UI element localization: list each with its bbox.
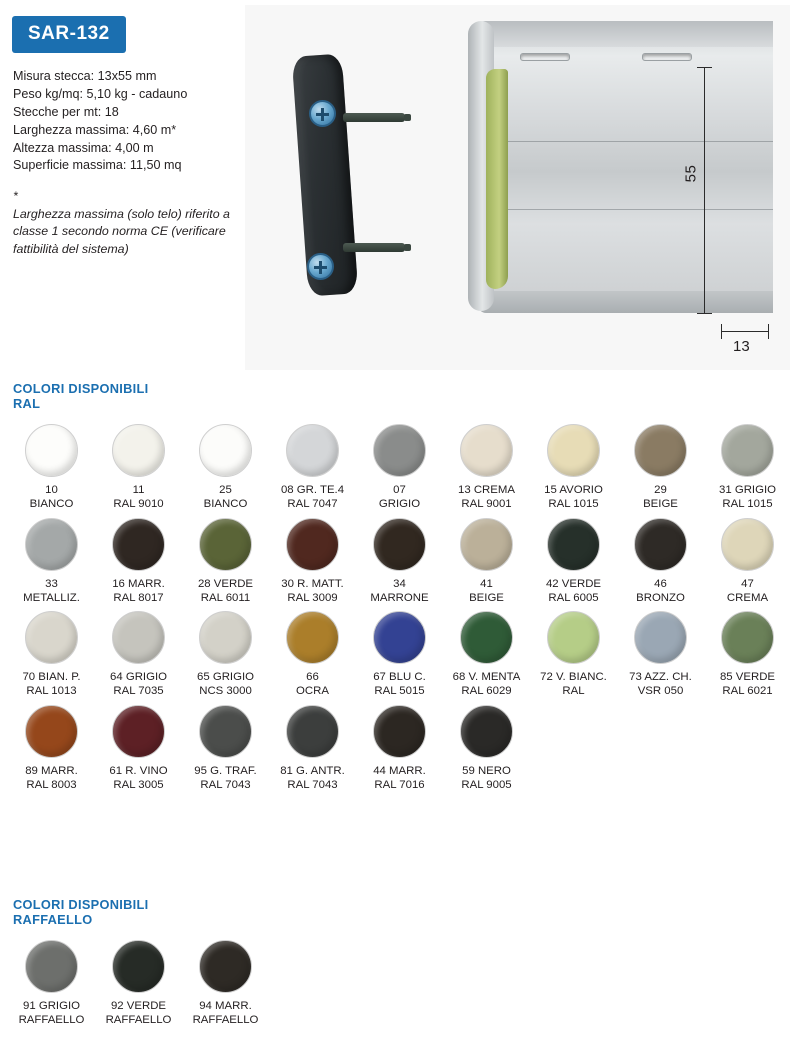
spec-item: Altezza massima: 4,00 m — [13, 140, 154, 155]
footnote — [13, 188, 238, 258]
color-swatch-item[interactable] — [95, 940, 182, 1028]
color-name: RAL 6005 — [548, 591, 599, 604]
color-swatch-item[interactable] — [443, 705, 530, 793]
color-swatch[interactable] — [199, 611, 252, 664]
color-name: RAL 3009 — [287, 591, 338, 604]
color-name: RAFFAELLO — [192, 1014, 259, 1027]
color-swatch-item[interactable] — [95, 611, 182, 699]
color-code: 81 G. ANTR. — [280, 764, 345, 777]
color-label — [705, 670, 791, 699]
screw-illustration — [343, 113, 405, 122]
color-code: 64 GRIGIO — [110, 671, 167, 683]
color-name: BEIGE — [643, 498, 678, 511]
color-label — [444, 764, 530, 793]
color-swatch[interactable] — [286, 705, 339, 758]
color-code: 15 AVORIO — [544, 484, 603, 496]
color-swatch[interactable] — [547, 611, 600, 664]
spec-item: Stecche per mt: 18 — [13, 104, 119, 119]
color-label — [270, 483, 356, 512]
color-name: VSR 050 — [637, 685, 684, 698]
color-name: METALLIZ. — [23, 591, 80, 604]
color-name: NCS 3000 — [199, 685, 252, 698]
color-swatch[interactable] — [373, 705, 426, 758]
color-swatch[interactable] — [199, 518, 252, 571]
raffaello-color-grid — [8, 940, 798, 1034]
color-code: 47 — [741, 577, 754, 590]
color-swatch-item[interactable] — [182, 940, 269, 1028]
color-code: 30 R. MATT. — [281, 577, 344, 590]
color-label — [96, 670, 182, 699]
section-title-ral — [13, 381, 149, 411]
color-row — [8, 518, 798, 612]
color-row — [8, 705, 798, 799]
slat-body — [478, 21, 773, 311]
slat-seam — [500, 209, 773, 210]
spec-item: Superficie massima: 11,50 mq — [13, 158, 182, 173]
color-code: 72 V. BIANC. — [540, 671, 607, 683]
color-swatch-item[interactable] — [8, 705, 95, 793]
color-swatch[interactable] — [721, 518, 774, 571]
section-title-line1: COLORI DISPONIBILI — [13, 381, 149, 396]
color-swatch-item[interactable] — [269, 705, 356, 793]
color-swatch-item[interactable] — [443, 424, 530, 512]
color-swatch[interactable] — [25, 705, 78, 758]
color-swatch-item[interactable] — [269, 424, 356, 512]
color-label — [705, 483, 791, 512]
color-swatch-item[interactable] — [95, 705, 182, 793]
color-swatch[interactable] — [286, 611, 339, 664]
color-name: RAL 7043 — [287, 778, 338, 791]
color-swatch[interactable] — [112, 940, 165, 993]
color-label — [270, 670, 356, 699]
color-code: 67 BLU C. — [373, 671, 426, 683]
color-label — [618, 483, 704, 512]
color-name: RAL 1015 — [722, 498, 773, 511]
color-code: 61 R. VINO — [109, 764, 168, 777]
color-label — [618, 577, 704, 606]
color-label — [444, 670, 530, 699]
color-label — [96, 483, 182, 512]
color-label — [9, 577, 95, 606]
color-label — [531, 670, 617, 699]
color-code: 11 — [132, 484, 145, 496]
color-swatch[interactable] — [286, 424, 339, 477]
color-name: RAL 7016 — [374, 778, 425, 791]
color-code: 89 MARR. — [25, 764, 78, 777]
dimension-tick — [697, 313, 712, 314]
color-label — [9, 670, 95, 699]
section-title-line1: COLORI DISPONIBILI — [13, 897, 149, 912]
color-swatch-item[interactable] — [269, 611, 356, 699]
color-swatch-item[interactable] — [443, 518, 530, 606]
color-label — [9, 999, 95, 1028]
section-title-raffaello — [13, 897, 149, 927]
color-swatch-item[interactable] — [182, 705, 269, 793]
color-label — [183, 483, 269, 512]
color-swatch[interactable] — [547, 518, 600, 571]
color-swatch-item[interactable] — [530, 424, 617, 512]
color-swatch-item[interactable] — [356, 611, 443, 699]
dimension-tick — [721, 324, 722, 339]
dimension-tick — [697, 67, 712, 68]
color-row — [8, 611, 798, 705]
dimension-tick — [768, 324, 769, 339]
color-swatch[interactable] — [634, 518, 687, 571]
color-label — [183, 764, 269, 793]
color-swatch-item[interactable] — [704, 611, 791, 699]
color-name: RAFFAELLO — [18, 1014, 85, 1027]
color-swatch-item[interactable] — [356, 518, 443, 606]
color-code: 41 — [480, 577, 493, 590]
color-swatch-item[interactable] — [443, 611, 530, 699]
color-name: RAL 6011 — [200, 591, 251, 604]
color-code: 92 VERDE — [110, 1000, 167, 1012]
color-label — [183, 577, 269, 606]
color-swatch[interactable] — [199, 705, 252, 758]
gasket-illustration — [486, 69, 508, 289]
slat-vent-slot — [642, 53, 692, 61]
color-name: RAL 6029 — [461, 685, 512, 698]
color-label — [183, 999, 269, 1028]
color-code: 94 MARR. — [199, 1000, 252, 1012]
color-name: RAL 7043 — [200, 778, 251, 791]
color-swatch-item[interactable] — [356, 424, 443, 512]
color-code: 68 V. MENTA — [452, 671, 521, 683]
color-label — [357, 764, 443, 793]
color-label — [444, 483, 530, 512]
color-swatch[interactable] — [460, 611, 513, 664]
color-label — [270, 764, 356, 793]
color-code: 46 — [654, 577, 667, 590]
color-row — [8, 940, 798, 1034]
color-name: CREMA — [726, 591, 769, 604]
product-code-badge: SAR-132 — [12, 16, 126, 53]
color-name: RAFFAELLO — [105, 1014, 172, 1027]
color-label — [357, 577, 443, 606]
width-dimension-line — [721, 331, 768, 332]
width-dimension-label: 13 — [733, 338, 750, 355]
screw-illustration — [343, 243, 405, 252]
color-swatch[interactable] — [25, 518, 78, 571]
screw-head-icon — [307, 253, 334, 280]
color-code: 08 GR. TE.4 — [280, 484, 345, 496]
color-name: RAL 3005 — [113, 778, 164, 791]
color-swatch[interactable] — [373, 611, 426, 664]
spec-item: Larghezza massima: 4,60 m* — [13, 122, 177, 137]
color-swatch[interactable] — [112, 611, 165, 664]
color-code: 28 VERDE — [197, 577, 254, 590]
color-code: 25 — [219, 484, 232, 496]
color-swatch[interactable] — [25, 940, 78, 993]
specifications-list — [13, 68, 238, 175]
color-swatch-item[interactable] — [530, 611, 617, 699]
color-swatch-item[interactable] — [8, 611, 95, 699]
color-code: 42 VERDE — [545, 577, 602, 590]
color-swatch[interactable] — [634, 611, 687, 664]
color-swatch-item[interactable] — [8, 940, 95, 1028]
color-code: 73 AZZ. CH. — [629, 671, 692, 683]
spec-item: Peso kg/mq: 5,10 kg - cadauno — [13, 86, 188, 101]
slat-vent-slot — [520, 53, 570, 61]
color-name: BEIGE — [469, 591, 504, 604]
height-dimension-label: 55 — [682, 164, 700, 183]
color-swatch-item[interactable] — [704, 518, 791, 606]
color-swatch-item[interactable] — [95, 424, 182, 512]
color-label — [531, 483, 617, 512]
color-label — [183, 670, 269, 699]
color-swatch-item[interactable] — [182, 518, 269, 606]
footnote-star: * — [13, 189, 18, 203]
color-swatch-item[interactable] — [356, 705, 443, 793]
color-swatch-item[interactable] — [704, 424, 791, 512]
color-code: 16 MARR. — [112, 577, 165, 590]
color-name: RAL 7047 — [287, 498, 338, 511]
color-code: 10 — [45, 484, 58, 496]
color-swatch[interactable] — [199, 424, 252, 477]
color-swatch[interactable] — [721, 611, 774, 664]
color-label — [705, 577, 791, 606]
product-figure — [245, 5, 790, 370]
color-code: 95 G. TRAF. — [194, 764, 257, 777]
color-name: RAL 6021 — [722, 685, 773, 698]
color-name: RAL 8003 — [26, 778, 77, 791]
color-swatch[interactable] — [460, 705, 513, 758]
color-label — [9, 483, 95, 512]
section-title-line2: RAL — [13, 396, 41, 411]
color-swatch-item[interactable] — [95, 518, 182, 606]
color-code: 91 GRIGIO — [23, 1000, 80, 1012]
color-code: 33 — [45, 577, 58, 590]
color-name: RAL 1013 — [26, 685, 77, 698]
slat-top-edge — [478, 21, 773, 47]
color-label — [96, 577, 182, 606]
color-label — [96, 764, 182, 793]
color-name: OCRA — [296, 685, 329, 698]
spec-item: Misura stecca: 13x55 mm — [13, 69, 157, 83]
color-swatch-item[interactable] — [617, 518, 704, 606]
color-swatch[interactable] — [25, 611, 78, 664]
screw-head-icon — [309, 100, 336, 127]
color-swatch[interactable] — [199, 940, 252, 993]
color-code: 07 — [393, 484, 406, 496]
color-name: BIANCO — [29, 498, 74, 511]
color-code: 59 NERO — [462, 764, 511, 777]
color-label — [270, 577, 356, 606]
color-swatch[interactable] — [460, 518, 513, 571]
color-label — [618, 670, 704, 699]
color-code: 85 VERDE — [719, 671, 776, 683]
color-swatch-item[interactable] — [8, 424, 95, 512]
color-swatch-item[interactable] — [530, 518, 617, 606]
color-swatch[interactable] — [112, 705, 165, 758]
color-swatch-item[interactable] — [8, 518, 95, 606]
slat-bottom-edge — [478, 291, 773, 313]
color-code: 66 — [306, 671, 319, 683]
slat-profile-illustration — [460, 13, 780, 333]
color-name: RAL 8017 — [113, 591, 164, 604]
color-swatch[interactable] — [25, 424, 78, 477]
color-swatch-item[interactable] — [182, 611, 269, 699]
color-name: RAL 7035 — [113, 685, 164, 698]
color-name: RAL 9001 — [461, 498, 512, 511]
color-name: RAL 5015 — [374, 685, 425, 698]
color-swatch-item[interactable] — [617, 424, 704, 512]
color-code: 13 CREMA — [458, 484, 515, 496]
section-title-line2: RAFFAELLO — [13, 912, 93, 927]
height-dimension-line — [704, 67, 705, 313]
color-name: GRIGIO — [378, 498, 421, 511]
color-code: 70 BIAN. P. — [22, 671, 81, 683]
color-label — [357, 670, 443, 699]
color-swatch[interactable] — [460, 424, 513, 477]
color-swatch[interactable] — [373, 424, 426, 477]
color-label — [9, 764, 95, 793]
color-code: 34 — [393, 577, 406, 590]
color-name: BIANCO — [203, 498, 248, 511]
color-name: RAL — [562, 685, 585, 698]
color-code: 29 — [654, 484, 667, 496]
color-swatch-item[interactable] — [617, 611, 704, 699]
color-code: 31 GRIGIO — [719, 484, 776, 496]
color-swatch-item[interactable] — [269, 518, 356, 606]
color-label — [444, 577, 530, 606]
color-label — [531, 577, 617, 606]
color-swatch[interactable] — [721, 424, 774, 477]
color-label — [96, 999, 182, 1028]
color-code: 65 GRIGIO — [197, 671, 254, 683]
color-swatch[interactable] — [286, 518, 339, 571]
color-swatch[interactable] — [112, 518, 165, 571]
slat-seam — [500, 141, 773, 142]
color-name: RAL 9005 — [461, 778, 512, 791]
color-name: RAL 9010 — [113, 498, 164, 511]
color-code: 44 MARR. — [373, 764, 426, 777]
ral-color-grid — [8, 424, 798, 798]
color-name: BRONZO — [636, 591, 685, 604]
color-row — [8, 424, 798, 518]
color-swatch-item[interactable] — [182, 424, 269, 512]
color-swatch[interactable] — [373, 518, 426, 571]
color-name: RAL 1015 — [548, 498, 599, 511]
footnote-text: Larghezza massima (solo telo) riferito a classe 1 secondo norma CE (verificare fattibilità del sistema) — [13, 206, 230, 256]
color-swatch[interactable] — [634, 424, 687, 477]
color-label — [357, 483, 443, 512]
color-swatch[interactable] — [547, 424, 600, 477]
color-name: MARRONE — [370, 591, 429, 604]
color-swatch[interactable] — [112, 424, 165, 477]
